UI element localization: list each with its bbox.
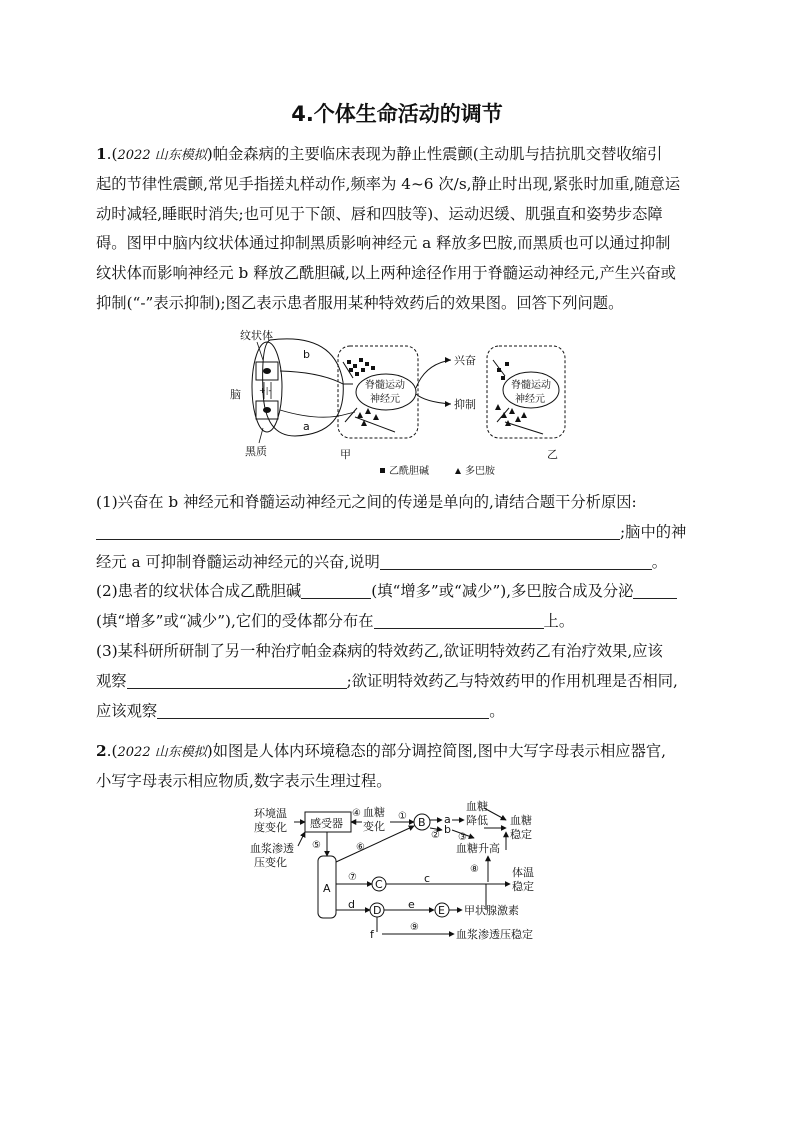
sub-question-3: (3)某科研所研制了另一种治疗帕金森病的特效药乙,欲证明特效药乙有治疗效果,应该 [96,641,663,660]
label-A: A [323,882,331,895]
label-plus-minus: +|- [259,386,272,395]
question-1: 1.(2022 山东模拟)帕金森病的主要临床表现为静止性震颤(主动肌与拮抗肌交替收缩引 起的节律性震颤,常见手指搓丸样动作,频率为 4~6 次/s,静止时出现,紧张时加重,随意运 动时减轻,睡眠时消失;也可见于下颌、唇和四肢等)、运动迟缓、肌强直和姿势步态障 碍。图甲中脑内纹状体通过抑制黑质影响神经元 a 释放多巴胺,而黑质也可以通过抑制 纹状体而影响神经元 b 释放乙酰胆碱,以上两种途径作用于脊髓运动神经元,产生兴奋或 抑制(“-”表示抑制);图乙表示患者服用某种特效药后的效果图。回答下列问题。 [96,140,700,319]
label-sugar-down: 降低 [466,814,488,827]
question-text-line: 抑制(“-”表示抑制);图乙表示患者服用某种特效药后的效果图。回答下列问题。 [96,293,624,312]
label-b: b [303,348,310,361]
answer-blank[interactable] [380,550,652,570]
label-excite: 兴奋 [454,354,476,367]
legend-da: 多巴胺 [465,466,495,477]
label-sugar-down: 血糖 [466,800,488,813]
label-temp-stable: 稳定 [512,880,534,893]
label-neuron: 脊髓运动 [511,380,551,391]
sub-text: 观察 [96,671,127,690]
label-n5: ⑤ [312,840,321,851]
sub-text: ;脑中的神 [620,522,687,541]
label-neuron: 神经元 [370,394,400,405]
question-source: 2022 山东模拟 [117,745,207,760]
label-plasma: 血浆渗透 [250,842,294,855]
label-n7: ⑦ [348,872,357,883]
label-n6: ⑥ [356,842,365,853]
figure-homeostasis [248,800,558,948]
sub-text: 上。 [543,612,575,631]
question-text-line: 起的节律性震颤,常见手指搓丸样动作,频率为 4~6 次/s,静止时出现,紧张时加重,随意运 [96,174,681,193]
label-n8: ⑧ [470,864,479,875]
page-title: 4.个体生命活动的调节 [291,102,503,126]
sub-text: 。 [651,552,668,571]
sub-text: ;欲证明特效药乙与特效药甲的作用机理是否相同, [346,671,678,690]
sub-question-2: (2)患者的纹状体合成乙酰胆碱 [96,582,302,601]
answer-blank[interactable] [374,609,544,629]
label-n1: ① [398,811,407,822]
question-number: 2 [96,742,107,760]
label-yi: 乙 [547,448,558,461]
label-plasma-stable: 血浆渗透压稳定 [456,928,533,941]
sub-text: (填“增多”或“减少”),它们的受体都分布在 [96,612,374,631]
label-a: a [303,420,310,433]
label-striatum: 纹状体 [240,329,273,342]
answer-blank[interactable] [301,579,371,599]
label-thyroid: 甲状腺激素 [464,904,519,917]
sub-text: 应该观察 [96,701,158,720]
label-b: b [444,823,451,836]
label-n9: ⑨ [410,922,419,933]
label-substantia: 黑质 [245,445,267,458]
question-source: 2022 山东模拟 [117,148,207,163]
label-temp-stable: 体温 [512,866,534,879]
figure-parkinson [225,322,585,488]
label-a: a [444,813,451,826]
label-n3: ③ [458,832,467,843]
question-text-line: 碍。图甲中脑内纹状体通过抑制黑质影响神经元 a 释放多巴胺,而黑质也可以通过抑制 [96,234,671,253]
label-env-temp: 度变化 [254,821,287,834]
label-inhibit: 抑制 [454,398,476,411]
sub-question-1: (1)兴奋在 b 神经元和脊髓运动神经元之间的传递是单向的,请结合题干分析原因: [96,493,637,511]
label-brain: 脑 [230,388,241,401]
label-E: E [438,904,445,917]
question-text-line: 如图是人体内环境稳态的部分调控简图,图中大写字母表示相应器官, [212,742,667,760]
label-D: D [373,904,382,917]
label-n4: ④ [352,808,361,819]
label-jia: 甲 [340,448,351,461]
answer-blank[interactable] [633,579,677,599]
label-f: f [370,928,374,941]
question-text-line: 动时减轻,睡眠时消失;也可见于下颌、唇和四肢等)、运动迟缓、肌强直和姿势步态障 [96,204,663,223]
answer-blank[interactable] [96,520,620,540]
label-receptor: 感受器 [310,817,343,830]
sub-text: (填“增多”或“减少”),多巴胺合成及分泌 [371,582,634,601]
question-1-subparts [96,488,700,726]
question-text-line: 帕金森病的主要临床表现为静止性震颤(主动肌与拮抗肌交替收缩引 [212,145,663,163]
label-d: d [348,898,355,911]
legend-ach: 乙酰胆碱 [389,466,429,477]
sub-text: 经元 a 可抑制脊髓运动神经元的兴奋,说明 [96,552,380,571]
question-text-line: 小写字母表示相应物质,数字表示生理过程。 [96,771,392,790]
legend-triangle-icon [455,468,461,474]
sub-text: 。 [489,701,505,720]
label-e: e [408,898,415,911]
label-C: C [375,878,383,891]
answer-blank[interactable] [157,699,489,719]
label-env-temp: 环境温 [254,807,287,820]
label-B: B [418,816,426,829]
question-2: 2.(2022 山东模拟)如图是人体内环境稳态的部分调控简图,图中大写字母表示相应器官, 小写字母表示相应物质,数字表示生理过程。 [96,737,700,797]
label-neuron: 神经元 [515,394,545,405]
label-bs-change: 血糖 [363,806,385,819]
legend-square-icon [380,468,385,473]
label-neuron: 脊髓运动 [365,380,405,391]
label-sugar-stable: 血糖 [510,814,532,827]
label-bs-change: 变化 [363,820,385,833]
label-sugar-stable: 稳定 [510,828,532,841]
question-text-line: 纹状体而影响神经元 b 释放乙酰胆碱,以上两种途径作用于脊髓运动神经元,产生兴奋或 [96,264,676,283]
answer-blank[interactable] [127,669,347,689]
question-number: 1 [96,145,107,163]
label-plasma: 压变化 [254,856,287,869]
label-n2: ② [431,830,440,841]
label-c: c [424,872,431,885]
label-sugar-up: 血糖升高 [456,842,500,855]
